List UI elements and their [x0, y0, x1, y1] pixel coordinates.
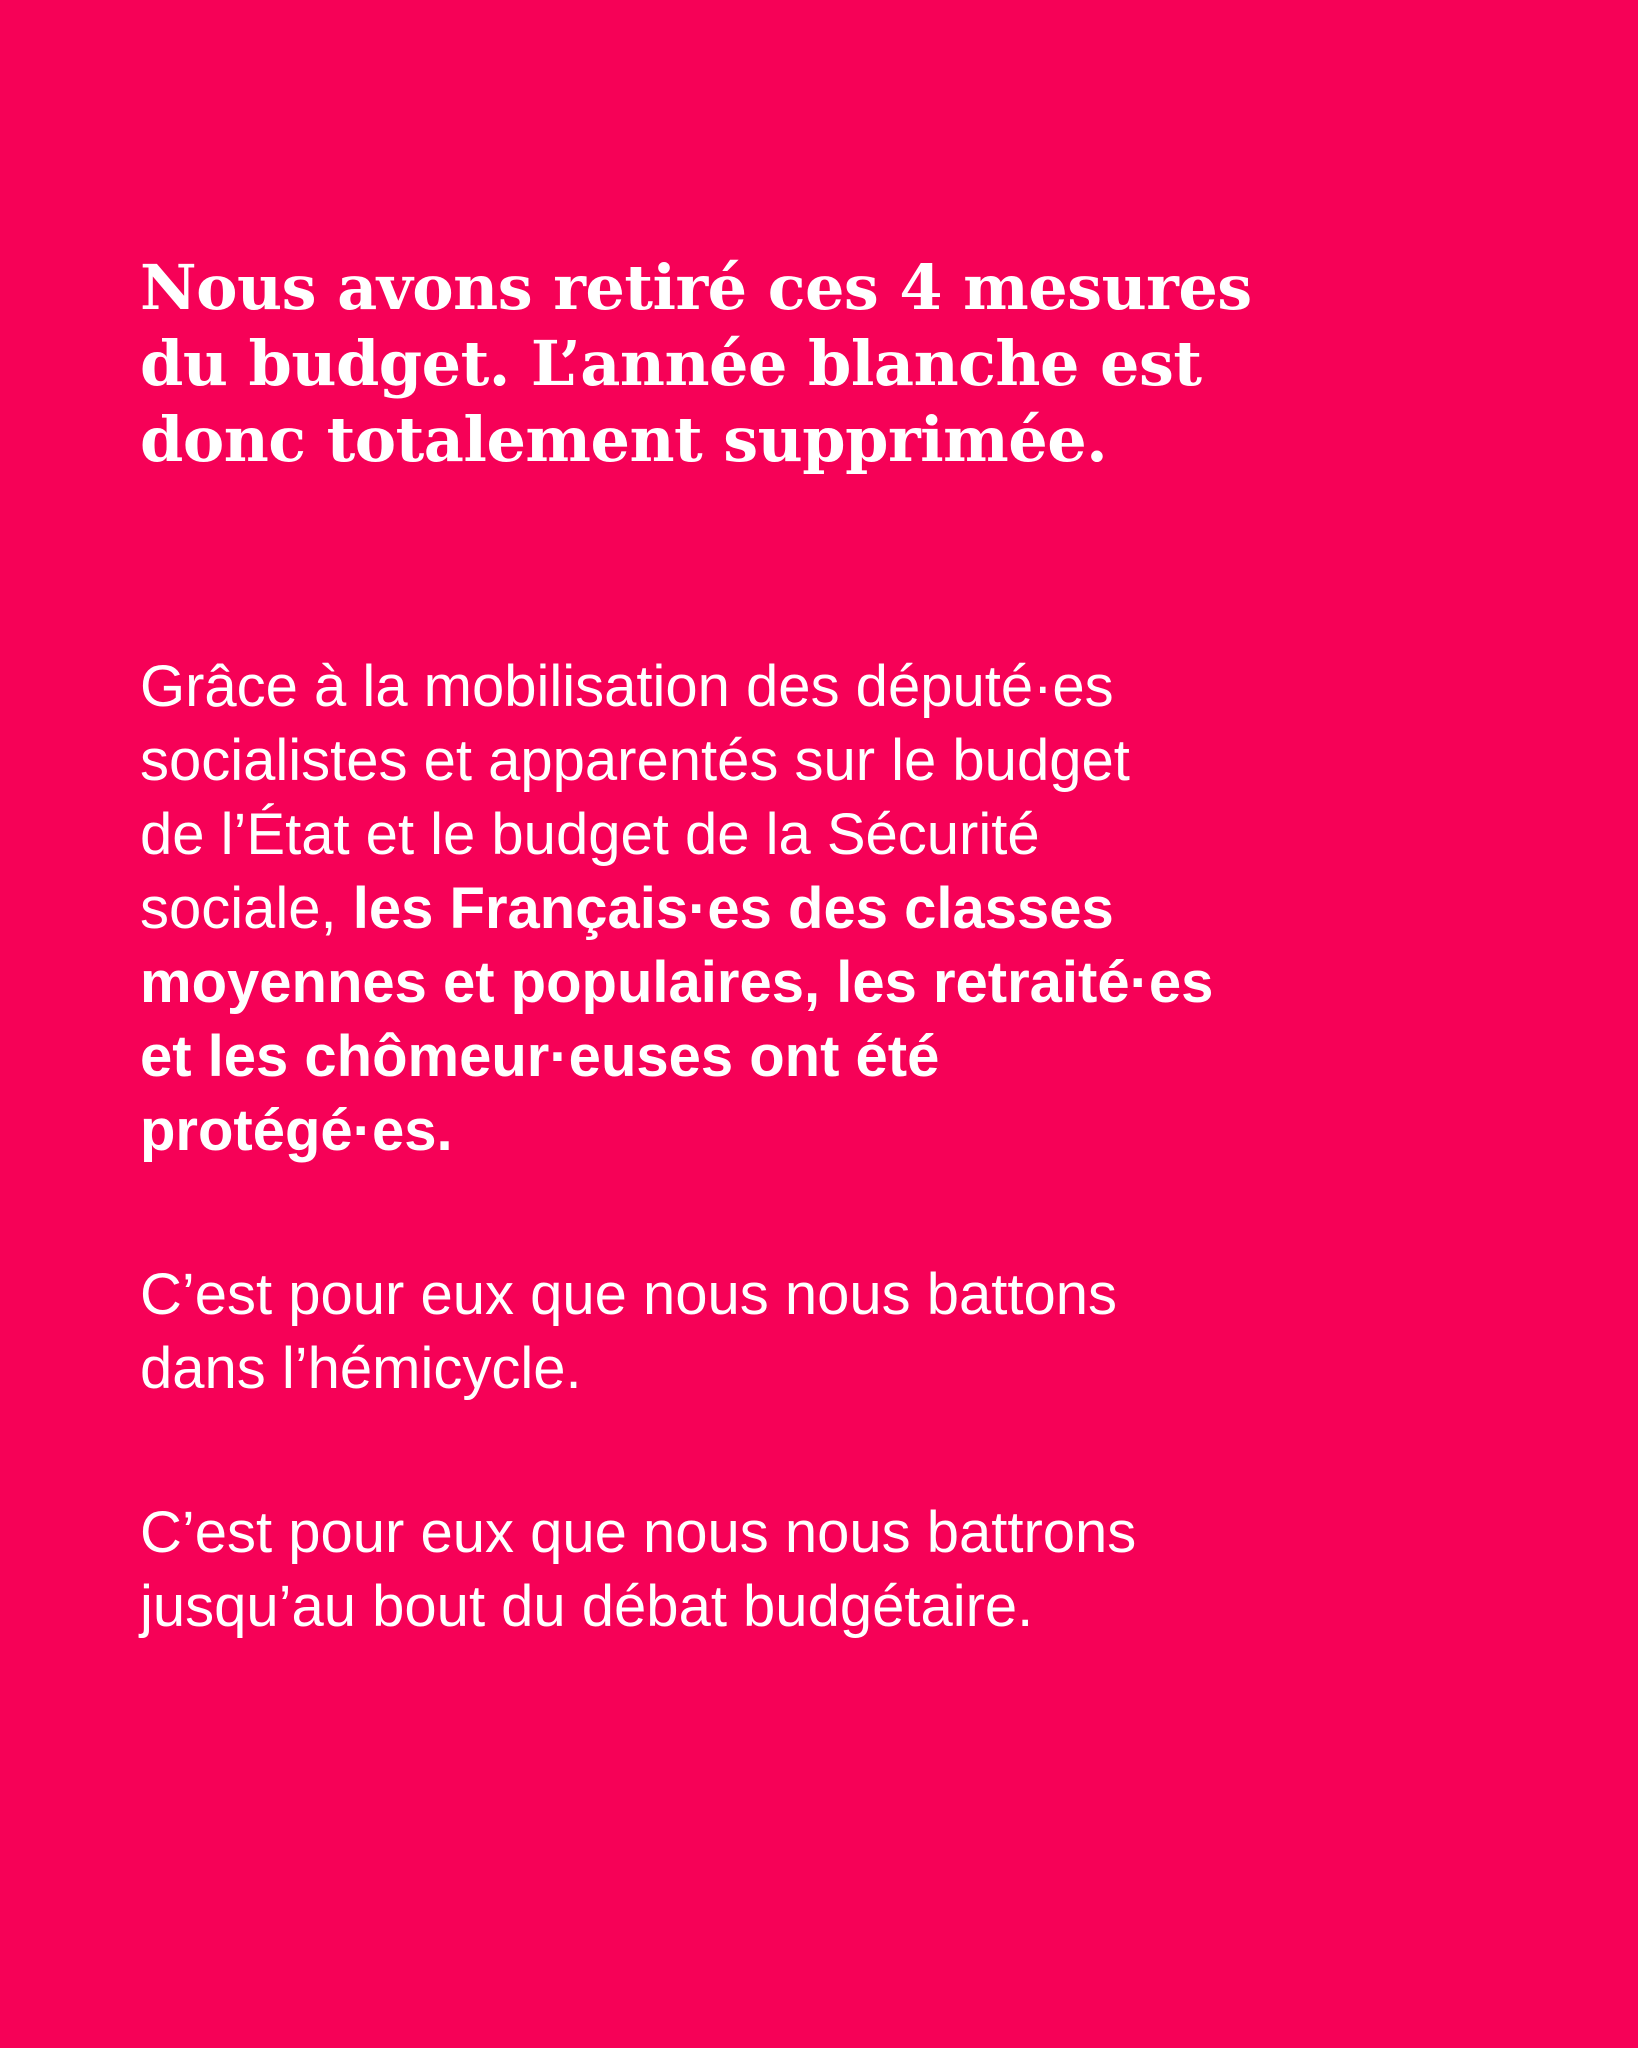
text-segment-bold: protégé·es.	[140, 1098, 453, 1163]
text-line	[140, 724, 1498, 798]
text-line: C’est pour eux que nous nous battrons	[140, 1500, 1137, 1565]
text-segment: sociale,	[140, 876, 353, 941]
text-line: dans l’hémicycle.	[140, 1336, 582, 1401]
paragraph-battrons	[140, 1496, 1498, 1644]
text-line	[140, 798, 1498, 872]
text-segment-bold: moyennes et populaires, les retraité·es	[140, 950, 1214, 1015]
paragraph-mobilisation	[140, 650, 1498, 1168]
text-line: jusqu’au bout du débat budgétaire.	[140, 1574, 1034, 1639]
headline-line: du budget. L’année blanche est	[140, 327, 1202, 400]
text-segment-bold: et les chômeur·euses ont été	[140, 1024, 940, 1089]
text-line	[140, 650, 1498, 724]
text-segment-bold: les Français·es des classes	[352, 876, 1114, 941]
text-line	[140, 946, 1498, 1020]
headline-line: donc totalement supprimée.	[140, 403, 1108, 476]
paragraph-battons	[140, 1258, 1498, 1406]
text-segment: socialistes et apparentés sur le budget	[140, 728, 1130, 793]
text-segment: de l’État et le budget de la Sécurité	[140, 802, 1040, 867]
text-line	[140, 1094, 1498, 1168]
text-line	[140, 872, 1498, 946]
headline	[140, 250, 1498, 478]
headline-line: Nous avons retiré ces 4 mesures	[140, 251, 1252, 324]
text-line	[140, 1020, 1498, 1094]
text-line: C’est pour eux que nous nous battons	[140, 1262, 1117, 1327]
text-segment: Grâce à la mobilisation des député·es	[140, 654, 1114, 719]
